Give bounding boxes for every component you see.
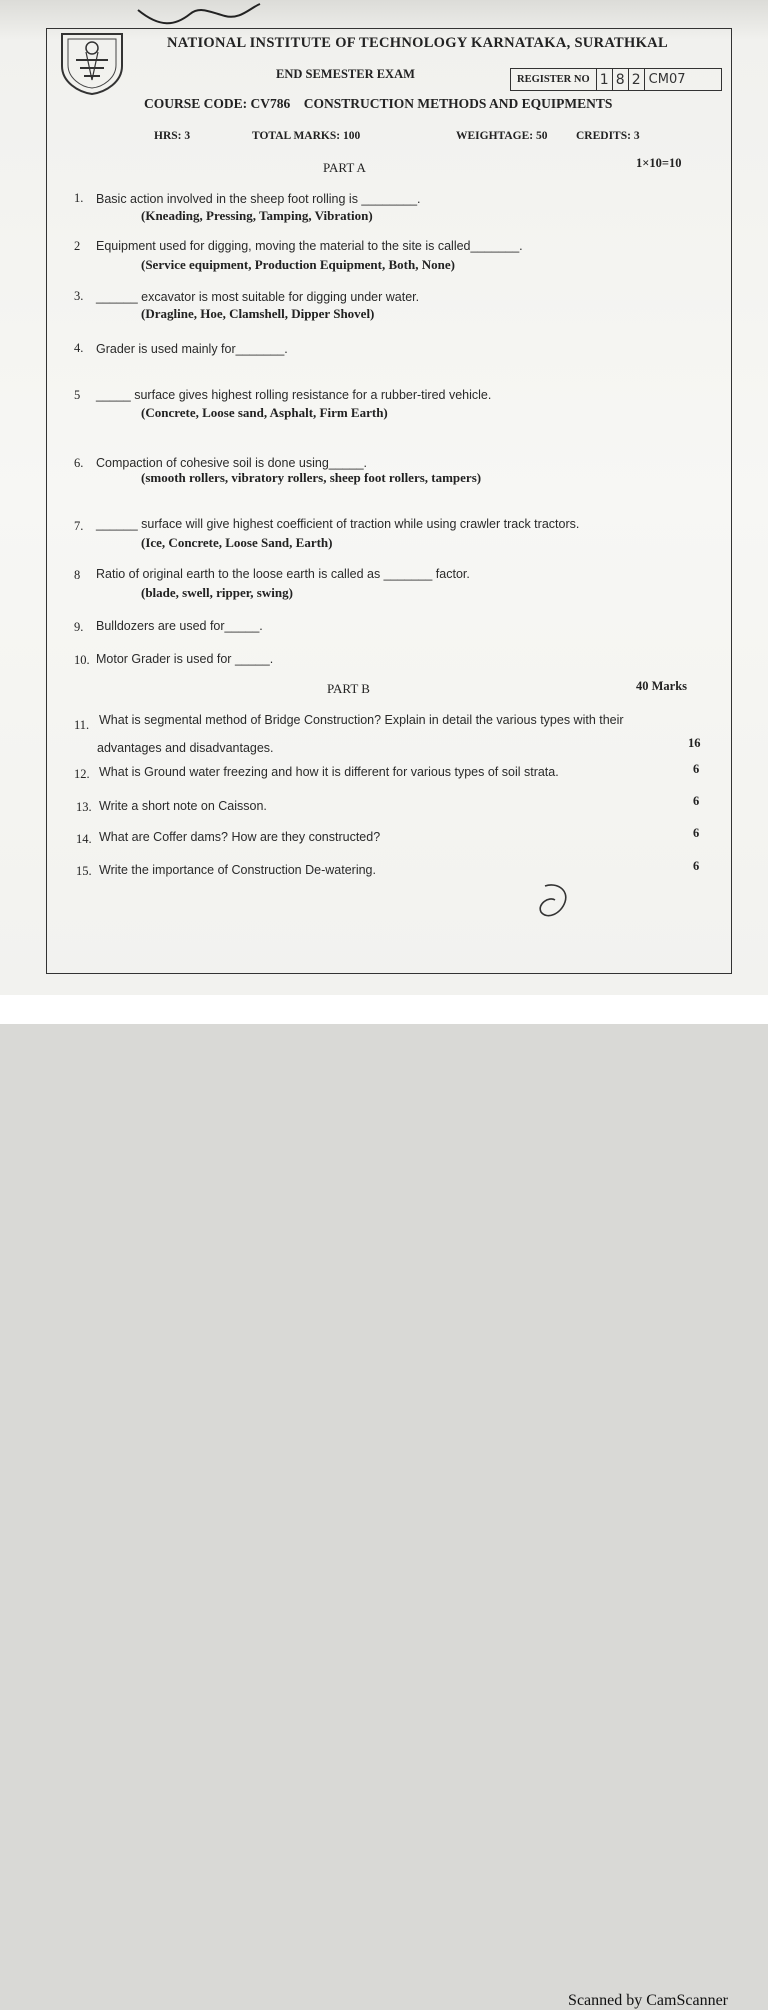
nitk-seal-icon <box>56 30 128 96</box>
total-marks: TOTAL MARKS: 100 <box>252 130 361 142</box>
question-text: ______ surface will give highest coefficient of traction while using crawler track tractors. <box>96 517 580 531</box>
question-number: 11. <box>74 718 90 732</box>
question-options: (Ice, Concrete, Loose Sand, Earth) <box>141 535 333 550</box>
question-options: (blade, swell, ripper, swing) <box>141 585 293 600</box>
question-options: (Concrete, Loose sand, Asphalt, Firm Earth) <box>141 405 388 420</box>
register-digit: 2 <box>629 69 645 90</box>
question-marks: 6 <box>693 826 700 840</box>
question-options: (smooth rollers, vibratory rollers, sheep foot rollers, tampers) <box>141 470 482 485</box>
question-number: 1. <box>74 191 84 205</box>
question-marks: 6 <box>693 859 700 873</box>
footer-bar <box>0 995 768 2009</box>
question-number: 15. <box>76 864 92 878</box>
part-a-title: PART A <box>323 160 366 175</box>
question-number: 2 <box>74 239 81 253</box>
credits: CREDITS: 3 <box>576 130 640 142</box>
weightage: WEIGHTAGE: 50 <box>456 130 548 142</box>
part-b-marks: 40 Marks <box>636 679 688 693</box>
question-marks: 16 <box>688 736 701 750</box>
question-number: 8 <box>74 568 81 582</box>
course-line: COURSE CODE: CV786 CONSTRUCTION METHODS AND EQUIPMENTS <box>144 96 613 111</box>
question-text: What is Ground water freezing and how it is different for various types of soil strata. <box>99 765 559 779</box>
part-a-marks: 1×10=10 <box>636 156 682 170</box>
question-number: 9. <box>74 620 84 634</box>
question-text-continued: advantages and disadvantages. <box>97 741 274 755</box>
question-options: (Dragline, Hoe, Clamshell, Dipper Shovel) <box>141 306 375 321</box>
register-handwritten: CM07 <box>648 72 686 87</box>
register-digit: 1 <box>597 69 613 90</box>
question-marks: 6 <box>693 794 700 808</box>
question-number: 4. <box>74 341 84 355</box>
question-text: What is segmental method of Bridge Construction? Explain in detail the various types with their <box>99 713 624 727</box>
question-text: Bulldozers are used for_____. <box>96 619 263 633</box>
question-number: 12. <box>74 767 90 781</box>
question-options: (Kneading, Pressing, Tamping, Vibration) <box>141 208 373 223</box>
exam-paper <box>0 0 768 995</box>
question-text: Equipment used for digging, moving the material to the site is called_______. <box>96 239 523 253</box>
register-digit: 8 <box>613 69 629 90</box>
question-text: Grader is used mainly for_______. <box>96 342 288 356</box>
question-number: 6. <box>74 456 84 470</box>
question-text: Motor Grader is used for _____. <box>96 652 274 666</box>
question-text: ______ excavator is most suitable for digging under water. <box>96 290 420 304</box>
question-text: _____ surface gives highest rolling resistance for a rubber-tired vehicle. <box>96 388 492 402</box>
question-number: 14. <box>76 832 92 846</box>
register-label: REGISTER NO <box>511 69 597 90</box>
part-b-title: PART B <box>327 681 370 696</box>
question-text: Compaction of cohesive soil is done using_____. <box>96 456 368 470</box>
question-options: (Service equipment, Production Equipment, Both, None) <box>141 257 455 272</box>
question-number: 3. <box>74 289 84 303</box>
question-number: 5 <box>74 388 81 402</box>
question-text: Basic action involved in the sheep foot rolling is ________. <box>96 192 421 206</box>
institute-name: NATIONAL INSTITUTE OF TECHNOLOGY KARNATAKA, SURATHKAL <box>167 35 668 51</box>
question-number: 13. <box>76 800 92 814</box>
exam-title: END SEMESTER EXAM <box>276 67 415 81</box>
hours: HRS: 3 <box>154 130 191 142</box>
handwritten-mark <box>535 880 575 926</box>
question-text: Write a short note on Caisson. <box>99 799 267 813</box>
question-text: What are Coffer dams? How are they constructed? <box>99 830 381 844</box>
pen-scribble-mark <box>130 0 270 30</box>
register-number-box <box>510 68 722 91</box>
question-number: 7. <box>74 519 84 533</box>
question-text: Write the importance of Construction De-watering. <box>99 863 376 877</box>
scanner-watermark: Scanned by CamScanner <box>568 1992 728 2009</box>
question-marks: 6 <box>693 762 700 776</box>
question-text: Ratio of original earth to the loose earth is called as _______ factor. <box>96 567 470 581</box>
question-number: 10. <box>74 653 90 667</box>
